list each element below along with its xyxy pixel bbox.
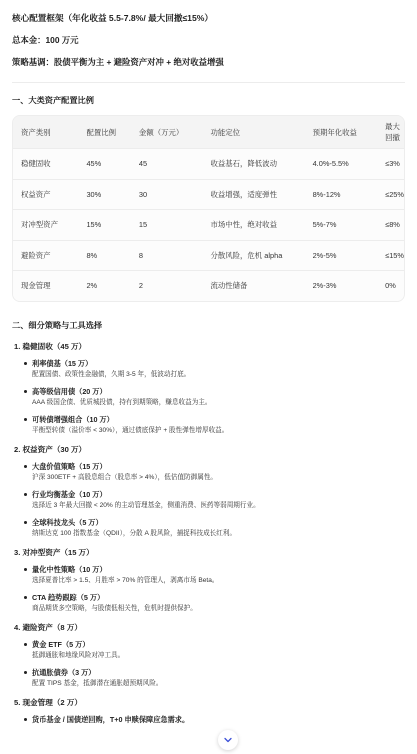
table-row	[13, 271, 404, 301]
table-cell: 0%	[377, 271, 404, 301]
list-item	[24, 668, 405, 689]
item-description: 沪深 300ETF + 高股息组合（股息率 > 4%），低估值防御属性。	[32, 473, 218, 481]
bullet-icon	[24, 465, 27, 468]
section2-heading: 二、细分策略与工具选择	[12, 320, 103, 330]
item-name: CTA 趋势跟踪（5 万）	[32, 592, 105, 602]
table-row	[13, 149, 404, 180]
group-title: 3. 对冲型资产（15 万）	[14, 547, 94, 557]
allocation-table	[12, 115, 405, 302]
bullet-icon	[24, 596, 27, 599]
item-description: 选择近 3 年最大回撤 < 20% 的主动管理基金，侧重消费、医药等弱周期行业。	[32, 501, 260, 509]
item-description: 纳斯达克 100 指数基金（QDII），分散 A 股风险，捕捉科技成长红利。	[32, 529, 237, 537]
bullet-icon	[24, 643, 27, 646]
table-cell: ≤8%	[377, 210, 404, 241]
item-name: 利率债基（15 万）	[32, 358, 93, 368]
table-cell: 权益资产	[13, 179, 78, 210]
group-title: 2. 权益资产（30 万）	[14, 444, 87, 454]
table-cell: ≤25%	[377, 179, 404, 210]
group-title: 1. 稳健固收（45 万）	[14, 341, 87, 351]
item-description: 平衡型转债（溢价率 < 30%），通过债底保护 + 股性弹性增厚收益。	[32, 426, 229, 434]
col-header: 功能定位	[202, 116, 304, 149]
table-cell: 对冲型资产	[13, 210, 78, 241]
table-cell: ≤15%	[377, 240, 404, 271]
table-row	[13, 179, 404, 210]
list-item	[24, 387, 405, 408]
table-cell: 45	[131, 149, 203, 180]
bullet-icon	[24, 568, 27, 571]
table-cell: 市场中性，绝对收益	[202, 210, 304, 241]
table-cell: 分散风险，危机 alpha	[202, 240, 304, 271]
list-item	[24, 640, 405, 661]
bullet-icon	[24, 718, 27, 721]
table-cell: 稳健固收	[13, 149, 78, 180]
list-item	[24, 593, 405, 614]
item-name: 黄金 ETF（5 万）	[32, 639, 90, 649]
table-cell: 收益基石，降低波动	[202, 149, 304, 180]
bullet-icon	[24, 521, 27, 524]
bullet-icon	[24, 671, 27, 674]
table-cell: 现金管理	[13, 271, 78, 301]
list-item	[24, 490, 405, 511]
item-name: 货币基金 / 国债逆回购，T+0 申赎保障应急需求。	[32, 714, 190, 724]
col-header: 配置比例	[78, 116, 130, 149]
group-title: 5. 现金管理（2 万）	[14, 697, 82, 707]
table-cell: 30%	[78, 179, 130, 210]
list-item	[24, 359, 405, 380]
table-cell: 避险资产	[13, 240, 78, 271]
item-description: AAA 级国企债、优质城投债，持有到期策略，赚息收益为主。	[32, 398, 212, 406]
total-capital: 总本金：100 万元	[12, 35, 79, 45]
item-description: 商品期货多空策略，与股债低相关性，危机时提供保护。	[32, 604, 197, 612]
list-item	[24, 565, 405, 586]
table-cell: 30	[131, 179, 203, 210]
table-header-row	[13, 116, 404, 149]
table-cell: 45%	[78, 149, 130, 180]
item-description: 配置国债、政策性金融债，久期 3-5 年，低波动打底。	[32, 370, 191, 378]
table-cell: 8%-12%	[305, 179, 378, 210]
group-title: 4. 避险资产（8 万）	[14, 622, 82, 632]
bullet-icon	[24, 390, 27, 393]
item-description: 抵御通胀和地缘风险对冲工具。	[32, 651, 125, 659]
table-cell: 8%	[78, 240, 130, 271]
table-cell: 15	[131, 210, 203, 241]
page-title: 核心配置框架（年化收益 5.5-7.8%/ 最大回撤≤15%）	[12, 13, 213, 23]
table-cell: 8	[131, 240, 203, 271]
table-cell: 收益增强，适度弹性	[202, 179, 304, 210]
table-cell: 流动性储备	[202, 271, 304, 301]
item-description: 配置 TIPS 基金，抵御潜在通胀超预期风险。	[32, 679, 163, 687]
col-header: 金额（万元）	[131, 116, 203, 149]
table-cell: ≤3%	[377, 149, 404, 180]
list-item	[24, 715, 405, 725]
item-name: 行业均衡基金（10 万）	[32, 489, 107, 499]
table-cell: 5%-7%	[305, 210, 378, 241]
list-item	[24, 462, 405, 483]
item-name: 抗通胀债券（3 万）	[32, 667, 96, 677]
strategy-groups	[12, 342, 405, 725]
chevron-down-icon	[223, 735, 233, 745]
scroll-down-button[interactable]	[218, 730, 238, 750]
item-name: 可转债增强组合（10 万）	[32, 414, 114, 424]
divider	[12, 82, 405, 83]
bullet-icon	[24, 362, 27, 365]
col-header: 预期年化收益	[305, 116, 378, 149]
item-name: 全球科技龙头（5 万）	[32, 517, 103, 527]
table-row	[13, 210, 404, 241]
item-description: 选择夏普比率 > 1.5、月胜率 > 70% 的管理人，剥离市场 Beta。	[32, 576, 219, 584]
bullet-icon	[24, 418, 27, 421]
table-cell: 4.0%-5.5%	[305, 149, 378, 180]
table-cell: 15%	[78, 210, 130, 241]
list-item	[24, 518, 405, 539]
bullet-icon	[24, 493, 27, 496]
strategy-line: 策略基调：股债平衡为主 + 避险资产对冲 + 绝对收益增强	[12, 57, 224, 67]
item-name: 高等级信用债（20 万）	[32, 386, 107, 396]
section1-heading: 一、大类资产配置比例	[12, 96, 94, 105]
table-cell: 2%-3%	[305, 271, 378, 301]
table-cell: 2	[131, 271, 203, 301]
col-header: 资产类别	[13, 116, 78, 149]
list-item	[24, 415, 405, 436]
col-header: 最大回撤	[377, 116, 404, 149]
table-cell: 2%	[78, 271, 130, 301]
item-name: 大盘价值策略（15 万）	[32, 461, 107, 471]
table-cell: 2%-5%	[305, 240, 378, 271]
table-row	[13, 240, 404, 271]
item-name: 量化中性策略（10 万）	[32, 564, 107, 574]
